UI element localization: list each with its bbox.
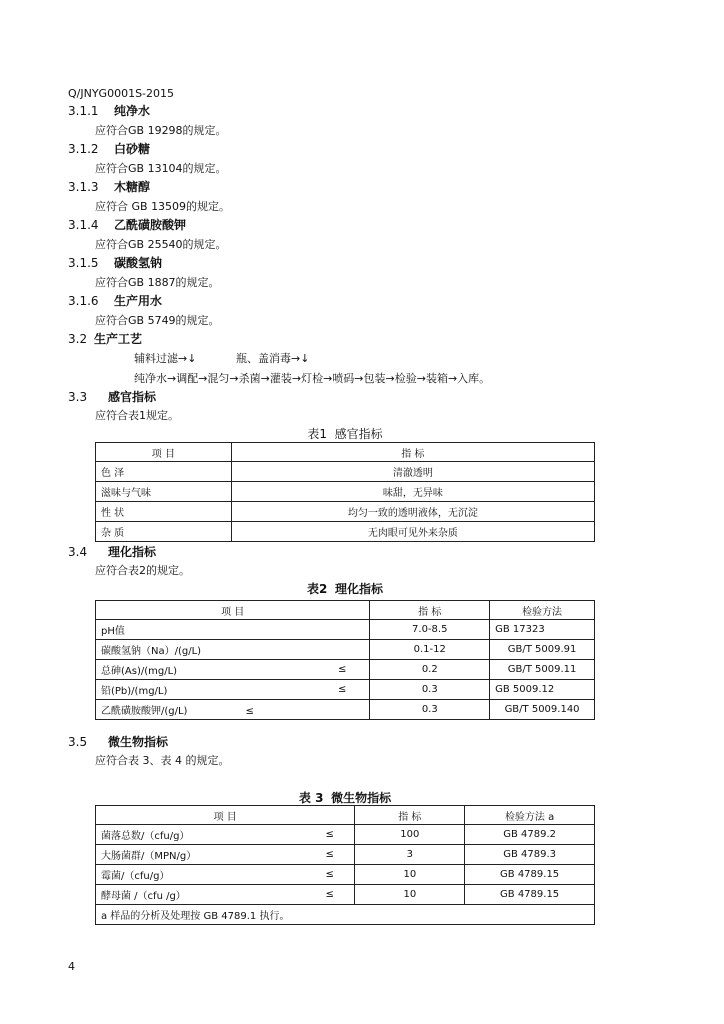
- process-flow: 纯净水→调配→混匀→杀菌→灌装→灯检→喷码→包装→检验→装箱→入库。: [134, 372, 491, 385]
- table-note-row: [96, 905, 595, 925]
- cell-le: ≤: [305, 865, 355, 885]
- section-text-3-1-1: 应符合GB 19298的规定。: [95, 124, 227, 137]
- column-header-indicator: 指 标: [370, 601, 490, 620]
- table-row: [96, 482, 595, 502]
- cell-value: 10: [355, 865, 465, 885]
- table3-caption: 表 3 微生物指标: [298, 791, 392, 805]
- column-header-method: 检验方法: [490, 601, 595, 620]
- cell-value: 0.1-12: [370, 640, 490, 660]
- table-header-row: [96, 443, 595, 462]
- table-row: [96, 522, 595, 542]
- table-row: [96, 825, 595, 845]
- cell-le: ≤: [305, 845, 355, 865]
- section-heading-3-1-3: 3.1.3 木糖醇: [68, 180, 151, 194]
- document-code: Q/JNYG0001S-2015: [68, 87, 175, 100]
- cell-value: 7.0-8.5: [370, 620, 490, 640]
- cell-item: 碳酸氢钠（Na）/(g/L): [96, 640, 316, 660]
- table-physchem: [95, 600, 595, 720]
- section-heading-3-5: 3.5 微生物指标: [68, 735, 169, 749]
- table-row: [96, 660, 595, 680]
- cell-item: 菌落总数/（cfu/g）: [96, 825, 306, 845]
- column-header-item: 项 目: [96, 443, 232, 462]
- cell-item: 霉菌/（cfu/g）: [96, 865, 306, 885]
- table-row: [96, 865, 595, 885]
- cell-le: ≤: [305, 825, 355, 845]
- cell-item: 总砷(As)/(mg/L): [96, 660, 316, 680]
- table-footnote: a 样品的分析及处理按 GB 4789.1 执行。: [96, 905, 595, 925]
- table1-caption: 表1 感官指标: [307, 427, 383, 441]
- cell-method: GB 5009.12: [490, 680, 595, 700]
- cell-item: 性 状: [96, 502, 232, 522]
- section-heading-3-1-5: 3.1.5 碳酸氢钠: [68, 256, 163, 270]
- table-row: [96, 620, 595, 640]
- process-line-bottle: 瓶、盖消毒→↓: [236, 352, 310, 365]
- cell-item: 滋味与气味: [96, 482, 232, 502]
- section-heading-3-1-4: 3.1.4 乙酰磺胺酸钾: [68, 218, 187, 232]
- cell-le: [315, 620, 370, 640]
- cell-indicator: 清澈透明: [231, 462, 594, 482]
- section-heading-3-3: 3.3 感官指标: [68, 390, 157, 404]
- column-header-indicator: 指 标: [231, 443, 594, 462]
- cell-item: 酵母菌 /（cfu /g）: [96, 885, 306, 905]
- cell-le: [315, 640, 370, 660]
- table-row: [96, 502, 595, 522]
- table-sensory: [95, 442, 595, 542]
- cell-le: ≤: [245, 706, 254, 717]
- table-row: [96, 640, 595, 660]
- column-header-method: 检验方法 a: [465, 806, 595, 825]
- cell-item: 色 泽: [96, 462, 232, 482]
- cell-method: GB/T 5009.140: [490, 700, 595, 720]
- section-heading-3-1-6: 3.1.6 生产用水: [68, 294, 163, 308]
- section-text-3-1-4: 应符合GB 25540的规定。: [95, 238, 227, 251]
- table-row: [96, 845, 595, 865]
- section-text-3-5: 应符合表 3、表 4 的规定。: [95, 754, 230, 767]
- cell-value: 100: [355, 825, 465, 845]
- table-row: [96, 680, 595, 700]
- section-text-3-1-6: 应符合GB 5749的规定。: [95, 314, 220, 327]
- cell-method: GB 4789.3: [465, 845, 595, 865]
- cell-le: ≤: [315, 680, 370, 700]
- section-heading-3-2: 3.2 生产工艺: [68, 332, 143, 346]
- cell-indicator: 无肉眼可见外来杂质: [231, 522, 594, 542]
- cell-method: GB 4789.2: [465, 825, 595, 845]
- section-heading-3-1-2: 3.1.2 白砂糖: [68, 142, 151, 156]
- table-row: [96, 885, 595, 905]
- section-text-3-1-3: 应符合 GB 13509的规定。: [95, 200, 231, 213]
- table-micro: [95, 805, 595, 925]
- cell-method: GB 4789.15: [465, 865, 595, 885]
- section-text-3-1-2: 应符合GB 13104的规定。: [95, 162, 227, 175]
- process-line-aux: 辅料过滤→↓: [134, 352, 197, 365]
- cell-value: 10: [355, 885, 465, 905]
- cell-value: 0.3: [370, 700, 490, 720]
- cell-item: 杂 质: [96, 522, 232, 542]
- cell-le: ≤: [315, 660, 370, 680]
- section-heading-3-4: 3.4 理化指标: [68, 545, 157, 559]
- column-header-item: 项 目: [96, 806, 355, 825]
- cell-item: 铅(Pb)/(mg/L): [96, 680, 316, 700]
- table-row: [96, 462, 595, 482]
- table-header-row: [96, 806, 595, 825]
- cell-method: GB/T 5009.91: [490, 640, 595, 660]
- section-text-3-4: 应符合表2的规定。: [95, 564, 190, 577]
- cell-item: 乙酰磺胺酸钾/(g/L) ≤: [96, 700, 316, 720]
- cell-indicator: 均匀一致的透明液体，无沉淀: [231, 502, 594, 522]
- section-text-3-3: 应符合表1规定。: [95, 409, 179, 422]
- section-heading-3-1-1: 3.1.1 纯净水: [68, 104, 151, 118]
- cell-method: GB 17323: [490, 620, 595, 640]
- table-header-row: [96, 601, 595, 620]
- cell-value: 0.2: [370, 660, 490, 680]
- table2-caption: 表2 理化指标: [306, 582, 383, 596]
- column-header-item: 项 目: [96, 601, 370, 620]
- table-row: [96, 700, 595, 720]
- cell-indicator: 味甜，无异味: [231, 482, 594, 502]
- cell-item: 大肠菌群/（MPN/g）: [96, 845, 306, 865]
- section-text-3-1-5: 应符合GB 1887的规定。: [95, 276, 220, 289]
- page-number: 4: [68, 960, 75, 973]
- cell-method: GB/T 5009.11: [490, 660, 595, 680]
- cell-le: ≤: [305, 885, 355, 905]
- column-header-indicator: 指 标: [355, 806, 465, 825]
- cell-item: pH值: [96, 620, 316, 640]
- cell-method: GB 4789.15: [465, 885, 595, 905]
- cell-value: 0.3: [370, 680, 490, 700]
- cell-value: 3: [355, 845, 465, 865]
